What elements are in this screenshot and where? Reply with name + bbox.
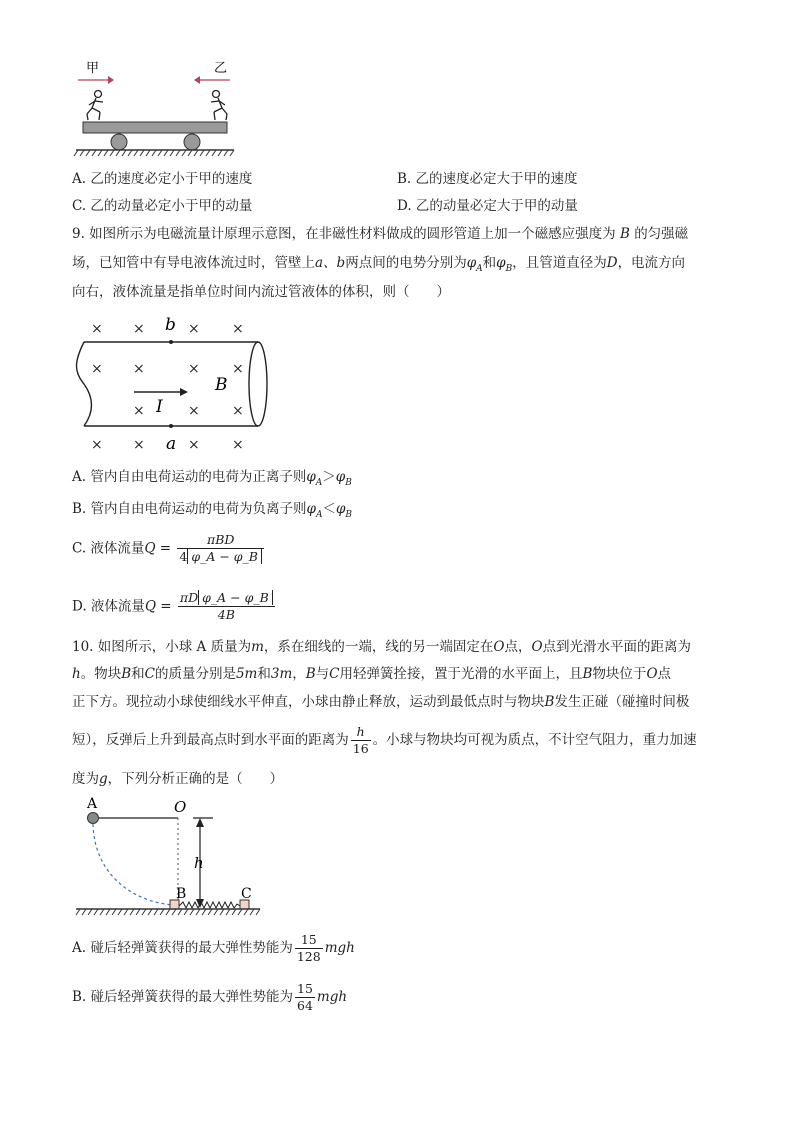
q10-option-a-fraction: $\frac{15}{128}$ xyxy=(296,931,321,964)
q8-wheel-left xyxy=(111,134,127,150)
q8-wheel-right xyxy=(184,134,200,150)
svg-text:×: × xyxy=(232,361,244,377)
q10-option-a: A. 碰后轻弹簧获得的最大弹性势能为 $\frac{15}{128}$ mgh xyxy=(72,931,355,964)
svg-text:×: × xyxy=(232,321,244,337)
q8-figure xyxy=(70,56,240,160)
svg-text:×: × xyxy=(91,321,103,337)
svg-text:×: × xyxy=(188,403,200,419)
svg-text:×: × xyxy=(188,361,200,377)
q8-option-a: A. 乙的速度必定小于甲的速度 xyxy=(72,171,253,187)
q9-point-a xyxy=(169,424,173,428)
q9-option-c-fraction: $\frac{\text{πBD}}{4 \varphi\_A - \varphi\_B}$ xyxy=(177,532,264,565)
q8-cart-board xyxy=(83,122,227,133)
q9-label-b: b xyxy=(165,315,176,335)
q8-ground xyxy=(74,150,234,156)
q9-stem-line3: 向右，液体流量是指单位时间内流过管液体的体积，则（ ） xyxy=(72,284,450,300)
q8-arrow-right xyxy=(78,76,114,84)
q10-label-h: h xyxy=(194,854,204,872)
q9-point-b xyxy=(169,340,173,344)
q9-label-I: I xyxy=(156,397,163,417)
q10-ground xyxy=(76,909,260,915)
svg-text:×: × xyxy=(133,437,145,453)
svg-text:×: × xyxy=(232,403,244,419)
q10-option-b: B. 碰后轻弹簧获得的最大弹性势能为 $\frac{15}{64}$ mgh xyxy=(72,980,348,1013)
q10-swing-arc xyxy=(93,824,174,905)
q9-option-d-fraction: $\frac{\text{πD φ\_A − φ\_B}}{4B}$ xyxy=(178,590,275,623)
q9-current-arrow xyxy=(134,388,188,396)
q10-ball-a xyxy=(88,813,99,824)
svg-text:×: × xyxy=(188,437,200,453)
q9-option-a: A. 管内自由电荷运动的电荷为正离子则$\varphi_A>\varphi_B$ xyxy=(72,469,352,488)
q10-stem-line2: h。物块B和C的质量分别是5m和3m，B与C用轻弹簧拴接，置于光滑的水平面上，且B物块位于O点 xyxy=(72,666,672,682)
q8-arrow-left xyxy=(194,76,230,84)
q8-label-jia: 甲 xyxy=(86,61,100,76)
svg-text:×: × xyxy=(188,321,200,337)
q8-person-yi xyxy=(211,91,227,121)
q10-stem-line3: 正下方。现拉动小球使细线水平伸直，小球由静止释放，运动到最低点时与物块B发生正碰（碰撞时间极 xyxy=(72,694,690,710)
q10-stem-line1: 10. 如图所示，小球 A 质量为m，系在细线的一端，线的另一端固定在O点，O点到光滑水平面的距离为 xyxy=(72,639,692,655)
q8-person-jia xyxy=(87,91,103,121)
q10-option-b-fraction: $\frac{15}{64}$ xyxy=(297,980,313,1013)
q10-label-C: C xyxy=(241,886,252,902)
q10-label-O: O xyxy=(174,798,187,816)
q10-spring xyxy=(179,902,240,908)
q10-figure xyxy=(70,794,270,920)
svg-text:×: × xyxy=(91,437,103,453)
q9-option-c: C. 液体流量Q = $\frac{\text{πBD}}{4 \varphi\_A - \varphi\_B}$ xyxy=(72,532,266,565)
q9-figure xyxy=(70,312,280,458)
svg-text:×: × xyxy=(133,321,145,337)
svg-text:×: × xyxy=(133,403,145,419)
q8-label-yi: 乙 xyxy=(214,61,228,76)
q9-label-B: B xyxy=(215,375,228,395)
q10-label-B: B xyxy=(176,886,187,902)
q9-option-b: B. 管内自由电荷运动的电荷为负离子则$\varphi_A<\varphi_B$ xyxy=(72,501,353,520)
q9-stem-line2: 场，已知管中有导电液体流过时，管壁上a、b两点间的电势分别为$\varphi_A$和$\varphi_B$，且管道直径为D，电流方向 xyxy=(72,255,686,274)
svg-text:×: × xyxy=(232,437,244,453)
q8-option-c: C. 乙的动量必定小于甲的动量 xyxy=(72,198,253,214)
q9-stem-line1: 9. 如图所示为电磁流量计原理示意图，在非磁性材料做成的圆形管道上加一个磁感应强度为 B 的匀强磁 xyxy=(72,226,689,242)
q10-label-A: A xyxy=(87,796,98,812)
svg-text:×: × xyxy=(91,361,103,377)
q8-option-b: B. 乙的速度必定大于甲的速度 xyxy=(397,171,578,187)
q9-option-d: D. 液体流量Q = $\frac{\text{πD φ\_A − φ\_B}}{4B}$ xyxy=(72,590,277,623)
q10-stem-line5: 度为g，下列分析正确的是（ ） xyxy=(72,771,284,787)
q8-option-d: D. 乙的动量必定大于甲的动量 xyxy=(397,198,578,214)
q10-stem-line4: 短），反弹后上升到最高点时到水平面的距离为 $\frac{h}{16}$ 。小球与物块均可视为质点，不计空气阻力，重力加速 xyxy=(72,723,697,756)
svg-text:×: × xyxy=(133,361,145,377)
q10-h-over-16: $\frac{h}{16}$ xyxy=(352,723,369,756)
q9-label-a: a xyxy=(166,434,177,454)
